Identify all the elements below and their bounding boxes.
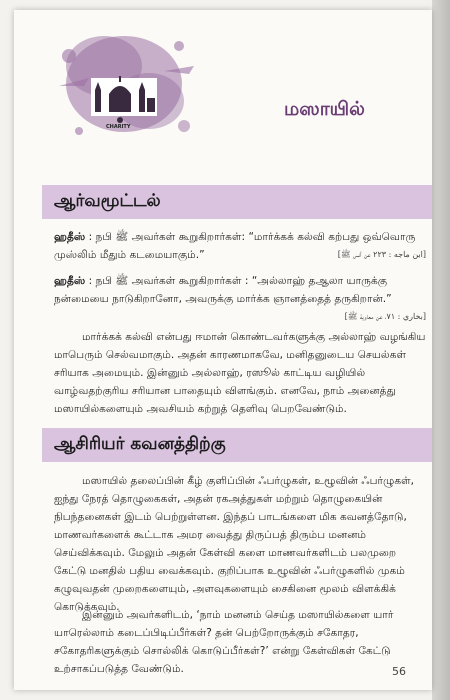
chapter-title: மஸாயில் (284, 98, 365, 120)
section-heading-teacher-note: ஆசிரியர் கவனத்திற்கு (42, 428, 432, 462)
book-edge (432, 0, 450, 700)
hadith-2 (54, 272, 426, 326)
paragraph-intro: மார்க்கக் கல்வி என்பது ஈமான் கொண்டவர்களுக்கு அல்லாஹ் வழங்கிய மாபெரும் செல்வமாகும். அதன் காரணமாகவே, மனிதனுடைய செயல்கள் சரியாக அமையும். இன்னும் அல்லாஹ், ரஸூல் காட்டிய வழியில் வாழ்வதற்குரிய சரியான பாதையும் விளங்கும். எனவே, நாம் அனைத்து மஸாயில்களையும் அவசியம் கற்றுத் தெளிவு பெறவேண்டும். (54, 331, 426, 415)
book-page (14, 10, 432, 690)
hadith-citation: [بخاري : ٧١، عن معاوية ﷺ] (344, 312, 426, 321)
hadith-1 (54, 228, 426, 264)
hadith-citation: [ابن ماجه : ٢٢٣ عن أنس ﷺ] (337, 250, 426, 259)
logo-text: CHARITY (106, 124, 131, 130)
hadith-text: : நபி ﷺ அவர்கள் கூறுகிறார்கள்: “மார்க்கக் கல்வி கற்பது ஒவ்வொரு முஸ்லிம் மீதும் கடமையாகும்.” (54, 231, 416, 261)
paragraph-teacher-1: மஸாயில் தலைப்பின் கீழ் குளிப்பின் ஃபர்ழுகள், உழூவின் ஃபர்ழுகள், ஐந்து நேரத் தொழுகைகள், அதன் ரகஅத்துகள் மற்றும் தொழுகையின் நிபந்தனைகள் இடம் பெற்றுள்ளன. இந்தப் பாடங்களை மிக கவனத்தோடு, மாணவர்களைக் கூட்டாக அமர வைத்து திருப்பத் திரும்ப மனனம் செய்விக்கவும். மேலும் அதன் கேள்வி களை மாணவர்களிடம் பலமுறை கேட்டு மனதில் பதிய வைக்கவும். குறிப்பாக உழூவின் ஃபர்ழுகளில் முகம் கழுவுவதன் முறைகளையும், அளவுகளையும் சைகினை மூலம் விளக்கிக் கொடுக்கவும். (54, 475, 415, 613)
page-number: 56 (392, 665, 406, 678)
paragraph-teacher-2: இன்னும் அவர்களிடம், ‘நாம் மனனம் செய்த மஸாயில்களை யார் யாரெல்லாம் கடைப்பிடிப்பீர்கள்? தன் பெற்றோருக்கும் சகோதர, சகோதரிகளுக்கும் சொல்லிக் கொடுப்பீர்கள்?’ என்று கேள்விகள் கேட்டு உற்சாகப்படுத்த வேண்டும். (54, 609, 394, 675)
mosque-splash-icon (49, 16, 199, 151)
hadith-label: ஹதீஸ் (54, 231, 86, 243)
hadith-text: : நபி ﷺ அவர்கள் கூறுகிறார்கள் : “அல்லாஹ் தஆலா யாருக்கு நன்மையை நாடுகிறானோ, அவருக்கு மார்க்க ஞானத்தைத் தருகிறான்.” (54, 275, 392, 305)
section-heading-motivation: ஆர்வமூட்டல் (42, 185, 432, 219)
hadith-label: ஹதீஸ் (54, 275, 86, 287)
